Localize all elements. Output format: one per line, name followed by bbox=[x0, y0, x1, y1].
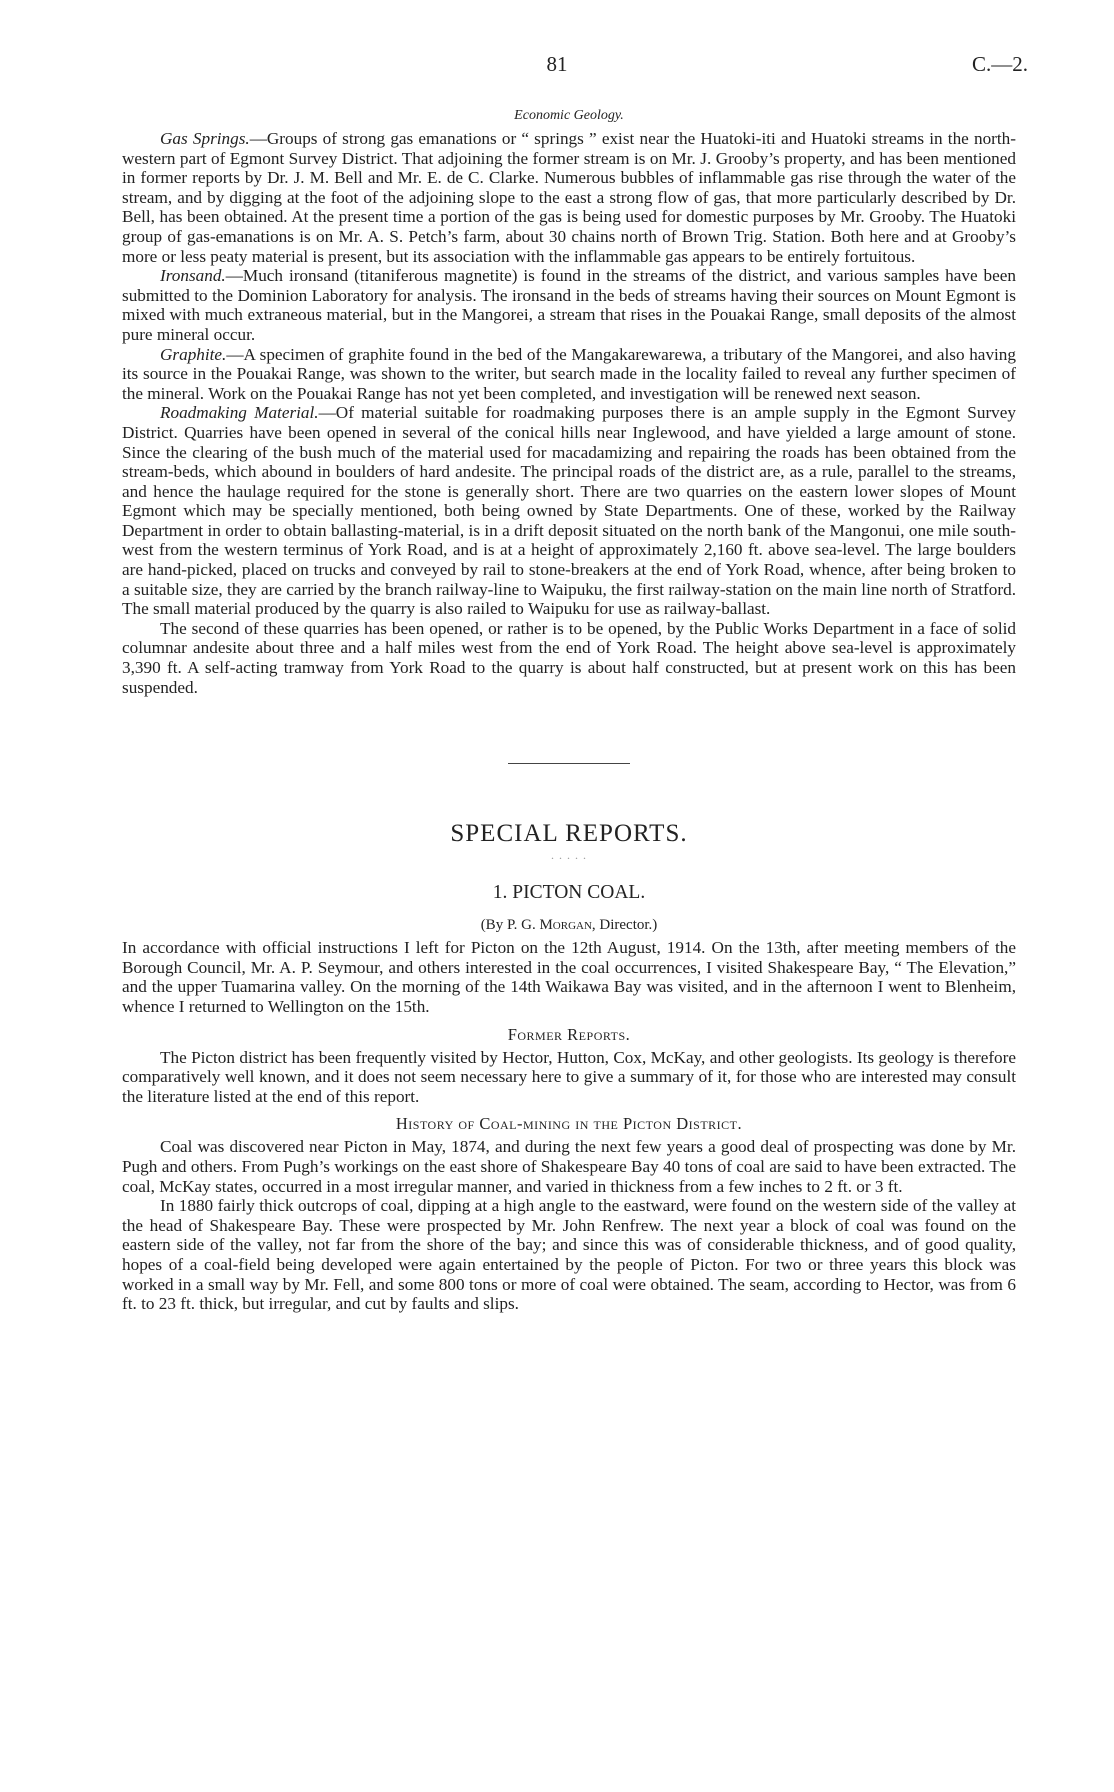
paragraph-history-2: In 1880 fairly thick outcrops of coal, dipping at a high angle to the eastward, were found on the western side of the valley at the head of Shakespeare Bay. These were prospected by Mr. John Renfrew. The next year a block of coal was found on the eastern side of the valley, not far from the shore of the bay; and since this was of considerable thickness, and of good quality, hopes of a coal-field being developed were again entertained by the people of Picton. For two or three years this block was worked in a small way by Mr. Fell, and some 800 tons or more of coal were obtained. The seam, according to Hector, was from 6 ft. to 23 ft. thick, but irregular, and cut by faults and slips. bbox=[122, 1196, 1016, 1314]
page-number: 81 bbox=[546, 52, 568, 76]
text-roadmaking: —Of material suitable for roadmaking purposes there is an ample supply in the Egmont Survey District. Quarries have been opened in several of the conical hills near Inglewood, and have yielded a large amount of stone. Since the clearing of the bush much of the material used for macadamizing and repairing the roads has been obtained from the stream-beds, which abound in boulders of hard andesite. The principal roads of the district are, as a rule, parallel to the streams, and hence the haulage required for the stone is generally short. There are two quarries on the eastern lower slopes of Mount Egmont which may be specially mentioned, both being owned by State Departments. One of these, worked by the Railway Department in order to obtain ballasting-material, is in a drift deposit situated on the north bank of the Mangonui, one mile south-west from the western terminus of York Road, and is at a height of approximately 2,160 ft. above sea-level. The large boulders are hand-picked, placed on trucks and conveyed by rail to stone-breakers at the end of York Road, whence, after being broken to a suitable size, they are carried by the branch railway-line to Waipuku, the first railway-station on the main line north of Stratford. The small material produced by the quarry is also railed to Waipuku for use as railway-ballast. bbox=[122, 403, 1016, 619]
text-second-quarry: The second of these quarries has been opened, or rather is to be opened, by the Public Works Department in a face of solid columnar andesite about three and a half miles west from the end of York Road. The height above sea-level is approximately 3,390 ft. A self-acting tramway from York Road to the quarry is about half constructed, but at present work on this has been suspended. bbox=[122, 618, 1016, 697]
paragraph-roadmaking bbox=[122, 403, 1016, 619]
paragraph-graphite bbox=[122, 345, 1016, 404]
lead-ironsand: Ironsand. bbox=[160, 266, 226, 286]
section-divider bbox=[508, 763, 630, 764]
heading-ornament: . . . . . bbox=[551, 848, 587, 863]
paragraph-history-1: Coal was discovered near Picton in May, 1874, and during the next few years a good deal of prospecting was done by Mr. Pugh and others. From Pugh’s workings on the east shore of Shakespeare Bay 40 tons of coal are said to have been extracted. The coal, McKay states, occurred in a most irregular manner, and varied in thickness from a few inches to 2 ft. or 3 ft. bbox=[122, 1137, 1016, 1196]
paragraph-ironsand bbox=[122, 266, 1016, 344]
text-graphite: —A specimen of graphite found in the bed of the Mangakarewarewa, a tributary of the Mangorei, and also having its source in the Pouakai Range, was shown to the writer, but search made in the locality failed to reveal any further specimen of the mineral. Work on the Pouakai Range has not yet been completed, and investigation will be renewed next season. bbox=[122, 344, 1016, 403]
paragraph-former-reports: The Picton district has been frequently visited by Hector, Hutton, Cox, McKay, and other geologists. Its geology is therefore comparatively well known, and it does not seem necessary here to give a summary of it, for those who are interested may consult the literature listed at the end of this report. bbox=[122, 1047, 1016, 1106]
paragraph-gas-springs bbox=[122, 129, 1016, 266]
special-reports-heading: SPECIAL REPORTS. bbox=[450, 820, 688, 848]
report-title: 1. PICTON COAL. bbox=[492, 882, 646, 904]
text-gas-springs: —Groups of strong gas emanations or “ springs ” exist near the Huatoki-iti and Huatoki streams in the north-western part of Egmont Survey District. That adjoining the former stream is on Mr. J. Grooby’s property, and has been mentioned in former reports by Dr. J. M. Bell and Mr. E. de C. Clarke. Numerous bubbles of inflammable gas rise through the water of the stream, and by digging at the foot of the adjoining slope to the east a strong flow of gas, that more particularly described by Dr. Bell, has been obtained. At the present time a portion of the gas is being used for domestic purposes by Mr. Grooby. The Huatoki group of gas-emanations is on Mr. A. S. Petch’s farm, about 30 chains north of Brown Trig. Station. Both here and at Grooby’s more or less peaty material is present, but its association with the inflammable gas appears to be entirely fortuitous. bbox=[122, 129, 1016, 266]
lead-roadmaking: Roadmaking Material. bbox=[160, 403, 319, 423]
heading-former-reports: Former Reports. bbox=[507, 1024, 631, 1044]
text-ironsand: —Much ironsand (titaniferous magnetite) is found in the streams of the district, and various samples have been submitted to the Dominion Laboratory for analysis. The ironsand in the beds of streams having their sources on Mount Egmont is mixed with much extraneous material, but in the Mangorei, a stream that rises in the Pouakai Range, small deposits of the almost pure mineral occur. bbox=[122, 266, 1016, 344]
lead-gas-springs: Gas Springs. bbox=[160, 129, 250, 148]
section-subtitle: Economic Geology. bbox=[514, 108, 624, 123]
document-reference: C.—2. bbox=[971, 52, 1028, 76]
economic-geology-section bbox=[122, 108, 1016, 1314]
paragraph-intro: In accordance with official instructions I left for Picton on the 12th August, 1914. On the 13th, after meeting members of the Borough Council, Mr. A. P. Seymour, and others interested in the coal occurrences, I visited Shakespeare Bay, “ The Elevation,” and the upper Tuamarina valley. On the morning of the 14th Waikawa Bay was visited, and in the afternoon I went to Blenheim, whence I returned to Wellington on the 15th. bbox=[122, 938, 1016, 1016]
heading-history: History of Coal-mining in the Picton District. bbox=[395, 1114, 743, 1134]
report-byline: (By P. G. Morgan, Director.) bbox=[480, 917, 658, 934]
author-name: P. G. Morgan bbox=[506, 917, 592, 934]
lead-graphite: Graphite. bbox=[160, 344, 227, 364]
paragraph-second-quarry bbox=[122, 619, 1016, 697]
